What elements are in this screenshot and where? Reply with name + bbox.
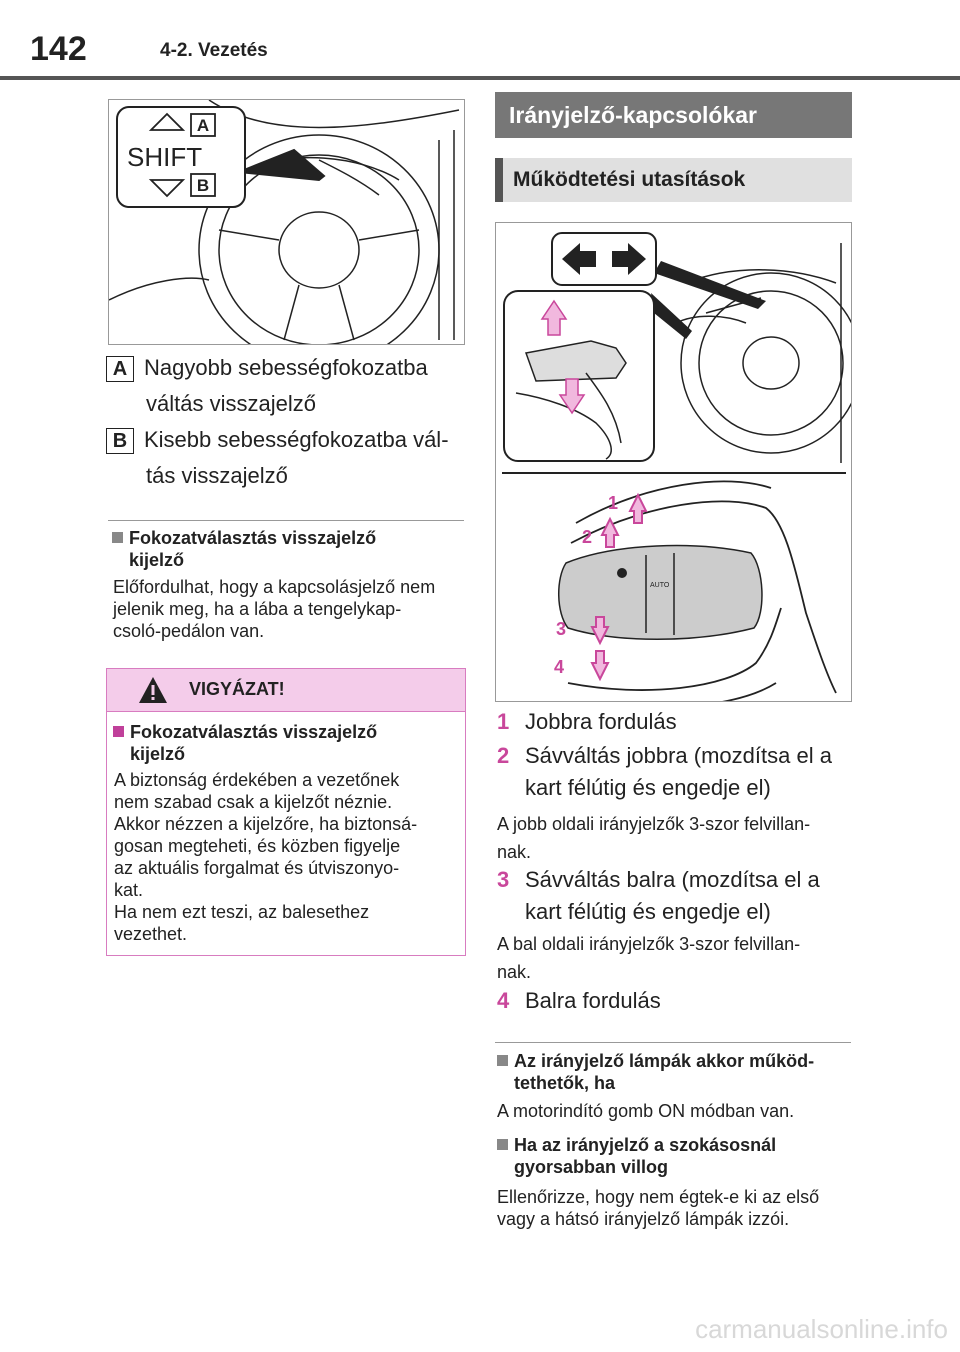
warning-line: A biztonság érdekében a vezetőnek — [114, 770, 400, 790]
item-text: Jobbra fordulás — [525, 709, 677, 734]
warning-line: vezethet. — [114, 924, 188, 944]
left-note-line: jelenik meg, ha a lába a tengelykap- — [113, 599, 402, 619]
bullet-square-icon — [112, 532, 123, 543]
warning-line: az aktuális forgalmat és útviszonyo- — [114, 858, 400, 878]
turn-signal-figure — [495, 222, 852, 702]
left-note-body — [113, 576, 473, 642]
item-number: 3 — [497, 867, 510, 892]
warning-line: nem szabad csak a kijelzőt néznie. — [114, 792, 393, 812]
legend-label-a: A — [106, 356, 134, 382]
bullet-square-icon — [113, 726, 124, 737]
warning-header — [107, 669, 465, 712]
left-note-line: csoló-pedálon van. — [113, 621, 265, 641]
figure-number-2: 2 — [582, 527, 593, 547]
figure-number-1: 1 — [608, 493, 619, 513]
legend-text-b-1: Kisebb sebességfokozatba vál- — [144, 427, 449, 452]
right-note-heading-1 — [497, 1050, 864, 1094]
header-divider — [0, 76, 960, 80]
item-text: Sávváltás jobbra (mozdítsa el a — [525, 743, 832, 768]
note-line: nak. — [497, 962, 532, 982]
shift-label: SHIFT — [127, 142, 203, 172]
legend-item-b — [106, 424, 466, 492]
warning-title: VIGYÁZAT! — [189, 679, 285, 699]
warning-triangle-icon — [137, 675, 169, 705]
q2-heading-1: Ha az irányjelző a szokásosnál — [514, 1135, 777, 1155]
q1-body: A motorindító gomb ON módban van. — [497, 1101, 795, 1121]
legend-text-a-1: Nagyobb sebességfokozatba — [144, 355, 428, 380]
legend-text-b-2: tás visszajelző — [146, 463, 288, 488]
legend-text-a-2: váltás visszajelző — [146, 391, 316, 416]
page-number: 142 — [30, 30, 87, 68]
left-note-heading — [112, 527, 449, 571]
item-number: 2 — [497, 743, 510, 768]
warning-box — [106, 668, 466, 956]
q2-body — [497, 1186, 857, 1230]
watermark: carmanualsonline.info — [695, 1314, 948, 1344]
instruction-item-4 — [497, 985, 661, 1017]
legend-item-a — [106, 352, 466, 420]
left-note-divider — [108, 520, 464, 521]
shift-indicator-figure — [108, 99, 465, 345]
item-text: Sávváltás balra (mozdítsa el a — [525, 867, 820, 892]
bullet-square-icon — [497, 1055, 508, 1066]
item-text: Balra fordulás — [525, 988, 661, 1013]
turn-signal-illustration — [496, 223, 851, 701]
subsection-banner: Működtetési utasítások — [495, 158, 852, 202]
dashboard-illustration — [109, 100, 464, 344]
item-2-note — [497, 810, 857, 866]
section-banner: Irányjelző-kapcsolókar — [495, 92, 852, 138]
warning-line: Akkor nézzen a kijelzőre, ha biztonsá- — [114, 814, 418, 834]
figure-label-a: A — [196, 116, 210, 135]
instruction-item-2 — [497, 740, 832, 804]
right-note-divider — [495, 1042, 851, 1043]
q1-heading-1: Az irányjelző lámpák akkor működ- — [514, 1051, 815, 1071]
bullet-square-icon — [497, 1139, 508, 1150]
warning-heading-1: Fokozatválasztás visszajelző — [130, 722, 378, 742]
q2-line: vagy a hátsó irányjelző lámpák izzói. — [497, 1209, 790, 1229]
note-line: A jobb oldali irányjelzők 3-szor felvillan- — [497, 814, 811, 834]
legend-label-b: B — [106, 428, 134, 454]
section-title: 4-2. Vezetés — [160, 40, 268, 61]
left-note-heading-1: Fokozatválasztás visszajelző — [129, 528, 377, 548]
warning-line: Ha nem ezt teszi, az balesethez — [114, 902, 370, 922]
figure-label-b: B — [196, 176, 210, 195]
warning-line: gosan megteheti, és közben figyelje — [114, 836, 401, 856]
item-number: 1 — [497, 709, 510, 734]
figure-number-4: 4 — [554, 657, 565, 677]
warning-line: kat. — [114, 880, 144, 900]
item-number: 4 — [497, 988, 510, 1013]
left-note-line: Előfordulhat, hogy a kapcsolásjelző nem — [113, 577, 436, 597]
warning-body — [114, 769, 459, 945]
instruction-item-3 — [497, 864, 820, 928]
note-line: nak. — [497, 842, 532, 862]
auto-label: AUTO — [650, 582, 670, 589]
warning-heading-2: kijelző — [130, 744, 186, 764]
note-line: A bal oldali irányjelzők 3-szor felvillan- — [497, 934, 801, 954]
item-text-continued: kart félútig és engedje el) — [525, 899, 771, 924]
instruction-item-1 — [497, 706, 677, 738]
item-text-continued: kart félútig és engedje el) — [525, 775, 771, 800]
right-note-heading-2 — [497, 1134, 864, 1178]
warning-heading — [113, 721, 450, 765]
q2-line: Ellenőrizze, hogy nem égtek-e ki az első — [497, 1187, 820, 1207]
q1-heading-2: tethetők, ha — [514, 1073, 616, 1093]
figure-number-3: 3 — [556, 619, 567, 639]
q2-heading-2: gyorsabban villog — [514, 1157, 669, 1177]
item-3-note — [497, 930, 857, 986]
left-note-heading-2: kijelző — [129, 550, 185, 570]
